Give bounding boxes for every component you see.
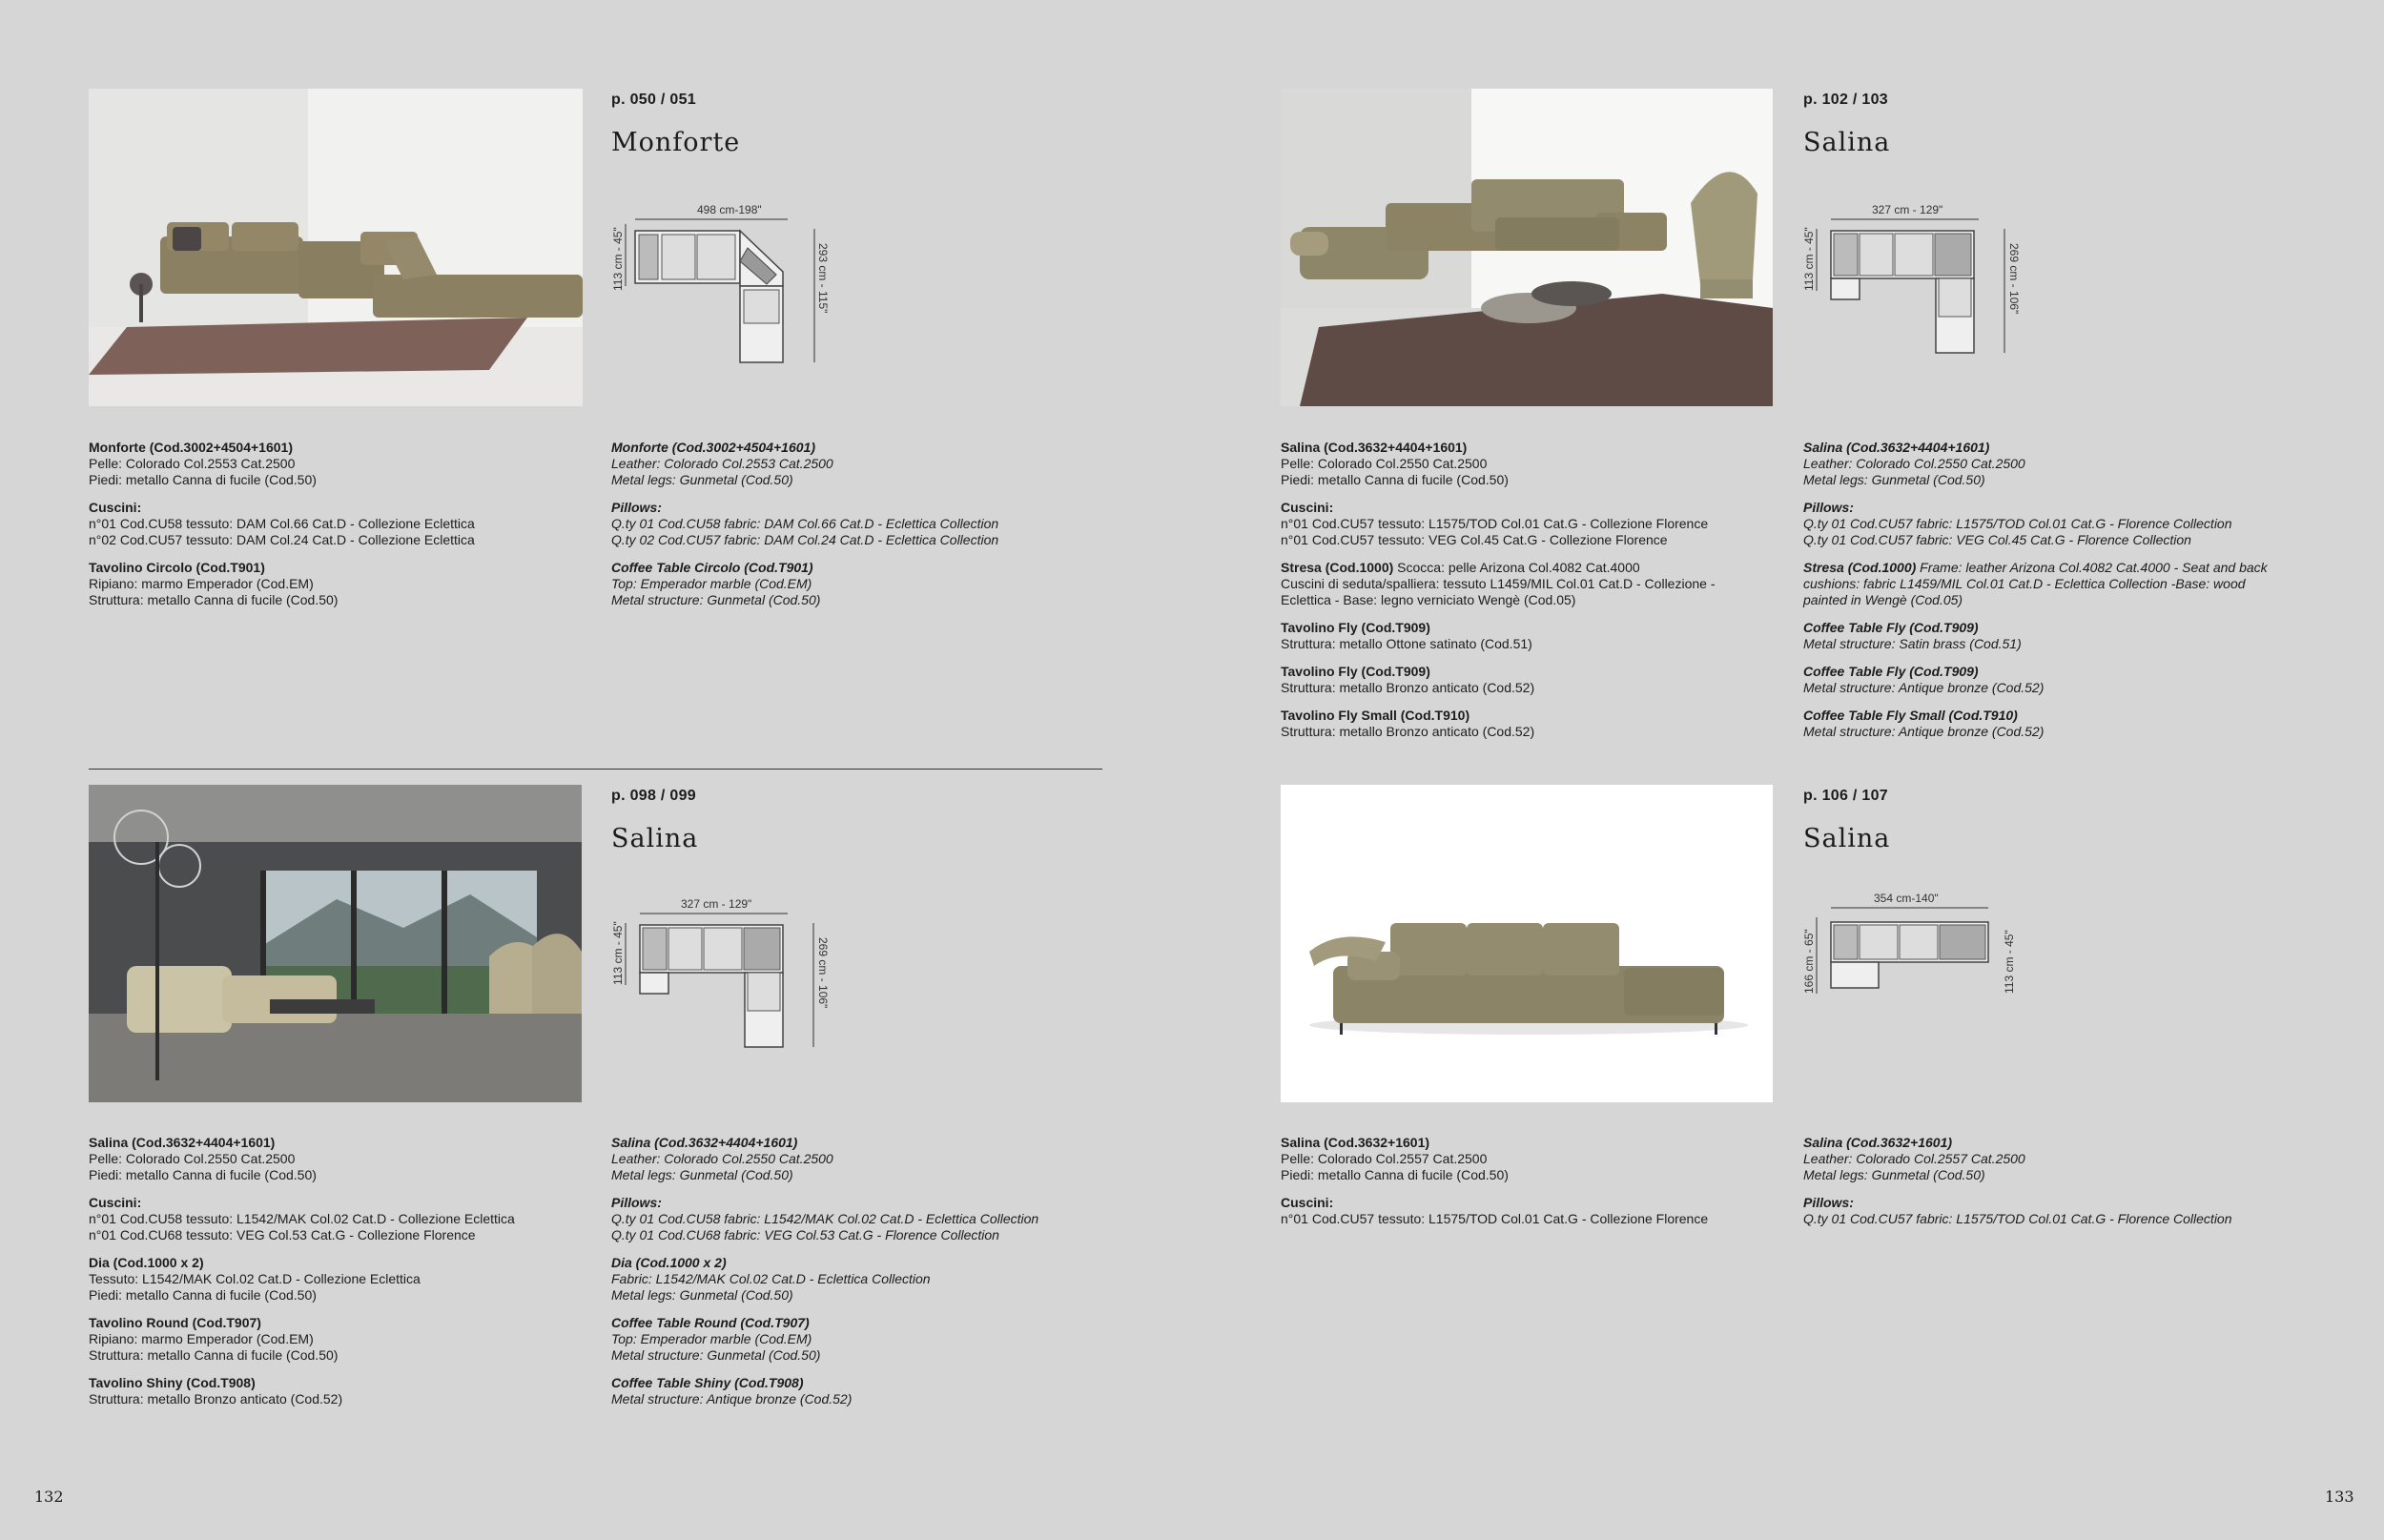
product-title: Salina: [611, 824, 699, 853]
item-heading: Tavolino Fly Small (Cod.T910): [1281, 708, 1470, 723]
item-line: Piedi: metallo Canna di fucile (Cod.50): [1281, 472, 1509, 487]
item-heading: Dia (Cod.1000 x 2): [89, 1255, 204, 1270]
photo-salina-sofa: [1281, 785, 1773, 1102]
item-line: n°01 Cod.CU58 tessuto: DAM Col.66 Cat.D - Collezione Eclettica: [89, 516, 475, 531]
item-line: Leather: Colorado Col.2550 Cat.2500: [1803, 456, 2025, 471]
dim-width: 498 cm-198": [697, 203, 762, 216]
item-line: Ripiano: marmo Emperador (Cod.EM): [89, 576, 314, 591]
item-line: Metal legs: Gunmetal (Cod.50): [611, 1287, 793, 1303]
dim-width: 327 cm - 129": [1872, 203, 1943, 216]
item-line: Q.ty 01 Cod.CU57 fabric: L1575/TOD Col.01 Cat.G - Florence Collection: [1803, 516, 2232, 531]
item-line: Leather: Colorado Col.2550 Cat.2500: [611, 1151, 833, 1166]
divider: [89, 769, 1102, 770]
dim-length: 269 cm - 106": [2007, 243, 2021, 315]
item-heading: Cuscini:: [89, 500, 142, 515]
page-ref: p. 106 / 107: [1803, 788, 1888, 804]
item-line: Metal structure: Gunmetal (Cod.50): [611, 592, 821, 607]
item-heading: Pillows:: [611, 1195, 662, 1210]
item-line: Metal legs: Gunmetal (Cod.50): [1803, 1167, 1985, 1182]
item-heading: Coffee Table Fly (Cod.T909): [1803, 664, 1979, 679]
item-line: n°01 Cod.CU57 tessuto: L1575/TOD Col.01 Cat.G - Collezione Florence: [1281, 516, 1709, 531]
item-heading: Salina (Cod.3632+4404+1601): [1803, 440, 1990, 455]
item-line: Metal structure: Satin brass (Cod.51): [1803, 636, 2022, 651]
page-ref: p. 098 / 099: [611, 788, 696, 804]
dim-width: 354 cm-140": [1874, 892, 1939, 905]
item-line: Piedi: metallo Canna di fucile (Cod.50): [89, 1167, 317, 1182]
product-title: Salina: [1803, 824, 1891, 853]
item-line: Pelle: Colorado Col.2550 Cat.2500: [1281, 456, 1488, 471]
item-line: Piedi: metallo Canna di fucile (Cod.50): [89, 472, 317, 487]
sofa-diagram-salina-2: [606, 894, 835, 1057]
item-line: Struttura: metallo Canna di fucile (Cod.50): [89, 1347, 339, 1363]
item-heading: Pillows:: [1803, 500, 1854, 515]
item-line: Piedi: metallo Canna di fucile (Cod.50): [89, 1287, 317, 1303]
item-line: n°01 Cod.CU57 tessuto: VEG Col.45 Cat.G - Collezione Florence: [1281, 532, 1668, 547]
item-line: Leather: Colorado Col.2557 Cat.2500: [1803, 1151, 2025, 1166]
dim-depth: 166 cm - 65": [1802, 929, 1816, 994]
item-text: Scocca: pelle Arizona Col.4082 Cat.4000: [1393, 560, 1640, 575]
item-line: Top: Emperador marble (Cod.EM): [611, 576, 812, 591]
item-heading: Salina (Cod.3632+1601): [1803, 1135, 1953, 1150]
item-heading: Monforte (Cod.3002+4504+1601): [89, 440, 293, 455]
item-heading: Cuscini:: [1281, 1195, 1334, 1210]
item-line: cushions: fabric L1459/MIL Col.01 Cat.D - Eclettica Collection -Base: wood: [1803, 576, 2246, 591]
item-heading: Salina (Cod.3632+4404+1601): [611, 1135, 798, 1150]
item-line: Pelle: Colorado Col.2557 Cat.2500: [1281, 1151, 1488, 1166]
item-heading: Tavolino Shiny (Cod.T908): [89, 1375, 256, 1390]
item-heading: Monforte (Cod.3002+4504+1601): [611, 440, 815, 455]
dim-length: 293 cm - 115": [816, 243, 830, 314]
item-line: Q.ty 01 Cod.CU57 fabric: VEG Col.45 Cat.G - Florence Collection: [1803, 532, 2191, 547]
item-line: n°01 Cod.CU58 tessuto: L1542/MAK Col.02 Cat.D - Collezione Eclettica: [89, 1211, 515, 1226]
item-line: Top: Emperador marble (Cod.EM): [611, 1331, 812, 1346]
item-heading: Pillows:: [1803, 1195, 1854, 1210]
item-heading: Salina (Cod.3632+1601): [1281, 1135, 1430, 1150]
item-line: Metal legs: Gunmetal (Cod.50): [611, 1167, 793, 1182]
item-line: Struttura: metallo Bronzo anticato (Cod.52): [1281, 680, 1535, 695]
item-line: Leather: Colorado Col.2553 Cat.2500: [611, 456, 833, 471]
dim-length: 269 cm - 106": [816, 937, 830, 1009]
product-title: Monforte: [611, 128, 741, 157]
item-line: Fabric: L1542/MAK Col.02 Cat.D - Eclettica Collection: [611, 1271, 931, 1286]
page-ref: p. 050 / 051: [611, 92, 696, 108]
item-heading: Tavolino Circolo (Cod.T901): [89, 560, 265, 575]
item-line: Cuscini di seduta/spalliera: tessuto L1459/MIL Col.01 Cat.D - Collezione -: [1281, 576, 1716, 591]
item-line: n°02 Cod.CU57 tessuto: DAM Col.24 Cat.D - Collezione Eclettica: [89, 532, 475, 547]
desc-it-monforte: [89, 440, 565, 620]
item-line: Metal structure: Antique bronze (Cod.52): [611, 1391, 853, 1407]
item-heading: Tavolino Fly (Cod.T909): [1281, 620, 1430, 635]
item-line: painted in Wengè (Cod.05): [1803, 592, 1963, 607]
dim-depth: 113 cm - 45": [1802, 227, 1816, 291]
item-line: Struttura: metallo Canna di fucile (Cod.50): [89, 592, 339, 607]
item-line: Eclettica - Base: legno verniciato Wengè (Cod.05): [1281, 592, 1576, 607]
item-line: Struttura: metallo Bronzo anticato (Cod.52): [89, 1391, 343, 1407]
photo-salina-living: [1281, 89, 1773, 406]
item-line: Metal legs: Gunmetal (Cod.50): [611, 472, 793, 487]
page-number-right: 133: [2325, 1488, 2354, 1506]
item-line: Pelle: Colorado Col.2550 Cat.2500: [89, 1151, 296, 1166]
item-heading: Coffee Table Fly (Cod.T909): [1803, 620, 1979, 635]
sofa-diagram-salina-1: [1798, 200, 2026, 362]
item-heading: Coffee Table Fly Small (Cod.T910): [1803, 708, 2018, 723]
item-heading: Salina (Cod.3632+4404+1601): [89, 1135, 276, 1150]
item-heading: Cuscini:: [1281, 500, 1334, 515]
item-line: Struttura: metallo Bronzo anticato (Cod.52): [1281, 724, 1535, 739]
item-heading: Stresa (Cod.1000): [1803, 560, 1917, 575]
item-line: Q.ty 01 Cod.CU68 fabric: VEG Col.53 Cat.G - Florence Collection: [611, 1227, 999, 1242]
item-heading: Tavolino Fly (Cod.T909): [1281, 664, 1430, 679]
desc-en-monforte: [611, 440, 1107, 620]
item-line: Struttura: metallo Ottone satinato (Cod.51): [1281, 636, 1532, 651]
item-heading: Coffee Table Circolo (Cod.T901): [611, 560, 813, 575]
item-heading: Salina (Cod.3632+4404+1601): [1281, 440, 1468, 455]
item-line: n°01 Cod.CU68 tessuto: VEG Col.53 Cat.G - Collezione Florence: [89, 1227, 476, 1242]
item-line: Ripiano: marmo Emperador (Cod.EM): [89, 1331, 314, 1346]
dim-arm-depth: 113 cm - 45": [2003, 930, 2016, 994]
sofa-diagram-salina-3: [1798, 889, 2026, 998]
dim-depth: 113 cm - 45": [611, 921, 625, 985]
item-line: Pelle: Colorado Col.2553 Cat.2500: [89, 456, 296, 471]
sofa-diagram-monforte: [606, 200, 835, 372]
item-heading: Pillows:: [611, 500, 662, 515]
page-ref: p. 102 / 103: [1803, 92, 1888, 108]
item-line: n°01 Cod.CU57 tessuto: L1575/TOD Col.01 Cat.G - Collezione Florence: [1281, 1211, 1709, 1226]
dim-depth: 113 cm - 45": [611, 227, 625, 291]
item-heading: Stresa (Cod.1000): [1281, 560, 1394, 575]
item-line: Tessuto: L1542/MAK Col.02 Cat.D - Collezione Eclettica: [89, 1271, 421, 1286]
item-heading: Coffee Table Round (Cod.T907): [611, 1315, 810, 1330]
item-line: Q.ty 01 Cod.CU58 fabric: DAM Col.66 Cat.D - Eclettica Collection: [611, 516, 999, 531]
item-heading: Cuscini:: [89, 1195, 142, 1210]
page-number-left: 132: [34, 1488, 64, 1506]
item-text: Frame: leather Arizona Col.4082 Cat.4000 - Seat and back: [1916, 560, 2268, 575]
photo-salina-window: [89, 785, 582, 1102]
dim-width: 327 cm - 129": [681, 897, 752, 911]
item-line: Piedi: metallo Canna di fucile (Cod.50): [1281, 1167, 1509, 1182]
item-line: Metal structure: Gunmetal (Cod.50): [611, 1347, 821, 1363]
item-line: Metal structure: Antique bronze (Cod.52): [1803, 724, 2045, 739]
item-heading: Coffee Table Shiny (Cod.T908): [611, 1375, 804, 1390]
item-line: Q.ty 02 Cod.CU57 fabric: DAM Col.24 Cat.D - Eclettica Collection: [611, 532, 999, 547]
desc-en-salina-3: [1803, 1135, 2318, 1239]
item-heading: Dia (Cod.1000 x 2): [611, 1255, 727, 1270]
product-title: Salina: [1803, 128, 1891, 157]
desc-en-salina-2: [611, 1135, 1107, 1419]
photo-monforte: [89, 89, 583, 406]
desc-it-salina-2: [89, 1135, 585, 1419]
item-heading: Tavolino Round (Cod.T907): [89, 1315, 261, 1330]
desc-it-salina-3: [1281, 1135, 1777, 1239]
desc-en-salina-1: [1803, 440, 2318, 751]
item-line: Q.ty 01 Cod.CU58 fabric: L1542/MAK Col.02 Cat.D - Eclettica Collection: [611, 1211, 1039, 1226]
desc-it-salina-1: [1281, 440, 1777, 751]
item-line: Metal structure: Antique bronze (Cod.52): [1803, 680, 2045, 695]
item-line: Metal legs: Gunmetal (Cod.50): [1803, 472, 1985, 487]
item-line: Q.ty 01 Cod.CU57 fabric: L1575/TOD Col.01 Cat.G - Florence Collection: [1803, 1211, 2232, 1226]
